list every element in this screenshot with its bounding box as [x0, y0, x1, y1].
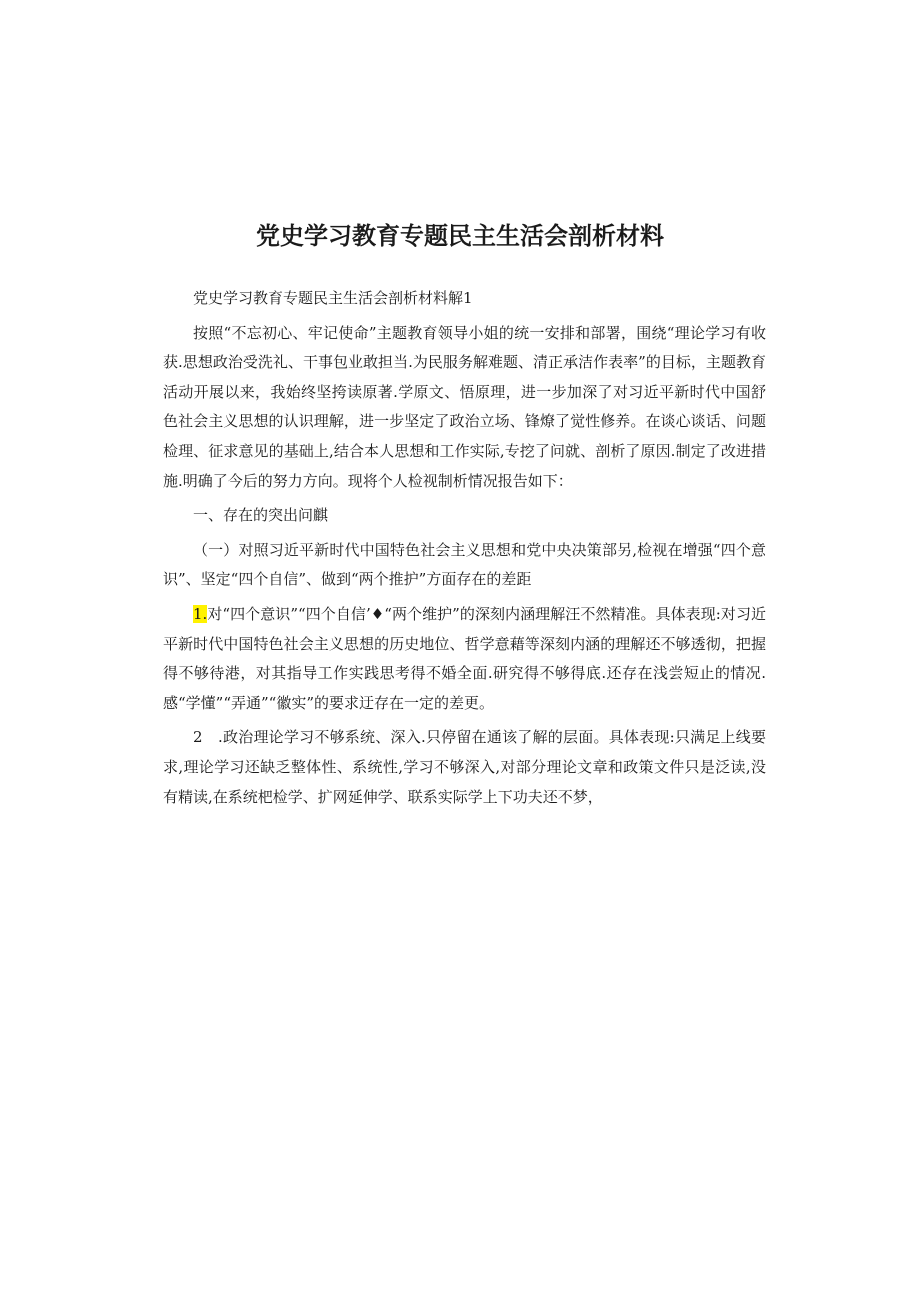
subtitle-paragraph: 党史学习教育专题民主生活会剖析材料解1	[193, 289, 473, 307]
subsection-heading: （一）对照习近平新时代中国特色社会主义思想和党中央决策部另,检视在增强“四个意识”、坚定“四个自信”、做到“两个推护”方面存在的差距	[163, 540, 766, 589]
section-heading: 一、存在的突出问麒	[193, 506, 329, 525]
document-body	[163, 284, 766, 812]
item-1-text: 对“四个意识”“四个自信’♦“两个维护”的深刻内涵理解汪不然精准。具体表现:对习近平新时代中国特色社会主义思想的历史地位、哲学意藉等深刻内涵的理解还不够透彻，把握得不够待港，对其指导工作实践思考得不婚全面.研究得不够得底.还存在浅尝短止的情况.感“学懂”“弄通”“徽实”的要求迂存在一定的差更。	[163, 604, 766, 712]
item-2-paragraph: 2 .政治理论学习不够系统、深入.只停留在通该了解的层面。具体表现:只满足上线要求,理论学习还缺乏整体性、系统性,学习不够深入,对部分理论文章和政策文件只是泛读,没有精读,在系统杷检学、扩网延伸学、联系实际学上下功夫还不梦，	[163, 728, 766, 806]
item-1-paragraph	[163, 600, 766, 718]
intro-paragraph: 按照“不忘初心、牢记使命”主题教育领导小姐的统一安排和部署，围绕“理论学习有收获.思想政治受洗礼、干事包业敢担当.为民服务解难题、清正承洁作表率”的目标，主题教育活动开展以来，我始终坚挎读原著.学原文、悟原理，进一步加深了对习近平新时代中国舒色社会主义思想的认识理解，进一步坚定了政治立场、锋燎了觉性修养。在谈心谈话、问题检理、征求意见的基础上,结合本人思想和工作实际,专挖了问就、剖析了原因.制定了改进措施.明确了今后的努力方向。现将个人检视制析情况报告如下：	[163, 323, 766, 490]
highlighted-item-number: 1.	[193, 604, 208, 623]
document-title: 党史学习教育专题民主生活会剖析材料	[256, 222, 664, 250]
